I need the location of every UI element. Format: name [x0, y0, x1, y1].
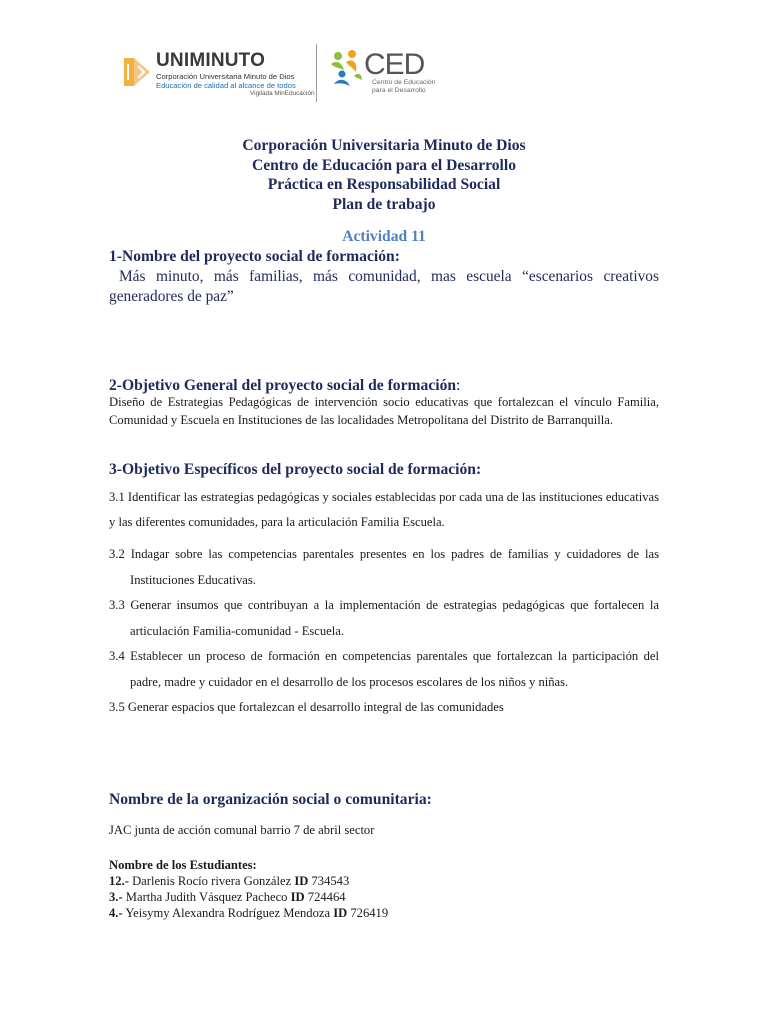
student-id-label: ID: [294, 874, 309, 888]
student-name: Martha Judith Vásquez Pacheco: [122, 890, 291, 904]
section2-heading-line: [109, 376, 659, 395]
section-organization: [109, 790, 659, 838]
specific-objective-item: 3.4 Establecer un proceso de formación en competencias parentales que fortalezcan la participación del padre, madre y cuidador en el desarrollo de los procesos escolares de los niños y niñas.: [109, 649, 659, 689]
uniminuto-tagline-2: Educación de calidad al alcance de todos: [156, 81, 296, 90]
specific-objective-item: 3.5 Generar espacios que fortalezcan el desarrollo integral de las comunidades: [109, 700, 504, 714]
student-item: [109, 889, 659, 905]
section2-colon: :: [456, 377, 461, 394]
ced-logo: [328, 48, 438, 100]
ced-people-icon: [328, 48, 368, 90]
section-project-name: [109, 247, 659, 306]
student-id: 726419: [347, 906, 389, 920]
student-id: 734543: [308, 874, 350, 888]
student-id-label: ID: [290, 890, 305, 904]
students-heading: Nombre de los Estudiantes:: [109, 858, 257, 872]
document-header: [0, 136, 768, 214]
student-name: Yeisymy Alexandra Rodríguez Mendoza: [122, 906, 334, 920]
section2-heading: 2-Objetivo General del proyecto social de formación: [109, 377, 457, 394]
student-id-label: ID: [333, 906, 348, 920]
specific-objective-item: 3.2 Indagar sobre las competencias parentales presentes en los padres de familias y cuidadores de las Instituciones Educativas.: [109, 547, 659, 587]
student-item: [109, 905, 659, 921]
header-university: Corporación Universitaria Minuto de Dios: [242, 137, 526, 154]
student-number: 12.-: [109, 874, 129, 888]
uniminuto-tagline-3: Vigilada MinEducación: [250, 90, 315, 97]
specific-objective-item: 3.3 Generar insumos que contribuyan a la implementación de estrategias pedagógicas que fortalecen la articulación Familia-comunidad - Escuela.: [109, 598, 659, 638]
header-logos: [120, 44, 440, 102]
student-number: 4.-: [109, 906, 123, 920]
student-id: 724464: [304, 890, 346, 904]
logo-divider: [316, 44, 317, 102]
project-name-text: Más minuto, más familias, más comunidad, mas escuela “escenarios creativos generadores de paz”: [109, 268, 659, 305]
organization-text: JAC junta de acción comunal barrio 7 de abril sector: [109, 823, 375, 837]
specific-objective-item: 3.1 Identificar las estrategias pedagógicas y sociales establecidas por cada una de las instituciones educativas y las diferentes comunidades, para la articulación Familia Escuela.: [109, 490, 659, 529]
header-center: Centro de Educación para el Desarrollo: [251, 156, 517, 174]
student-number: 3.-: [109, 890, 123, 904]
section-students: [109, 857, 659, 921]
uniminuto-logo: [120, 50, 315, 100]
section-general-objective: [109, 376, 659, 429]
activity-title: Actividad 11: [342, 228, 426, 245]
header-practice: Práctica en Responsabilidad Social: [267, 176, 501, 193]
section-specific-objectives: [109, 460, 659, 721]
header-plan: Plan de trabajo: [332, 195, 436, 213]
uniminuto-name: UNIMINUTO: [156, 50, 266, 71]
section3-heading: 3-Objetivo Específicos del proyecto social de formación:: [109, 461, 482, 478]
general-objective-text: Diseño de Estrategias Pedagógicas de intervención socio educativas que fortalezcan el vínculo Familia, Comunidad y Escuela en Instituciones de las localidades Metropolitana del Distrito de Barranquilla.: [109, 395, 659, 427]
uniminuto-tagline-1: Corporación Universitaria Minuto de Dios: [156, 72, 295, 81]
student-name: Darlenis Rocío rivera González: [128, 874, 295, 888]
section1-heading: 1-Nombre del proyecto social de formación:: [109, 248, 400, 265]
ced-name: CED: [364, 48, 425, 81]
student-item: [109, 873, 659, 889]
organization-heading: Nombre de la organización social o comunitaria:: [109, 791, 432, 808]
uniminuto-emblem-icon: [120, 54, 154, 90]
ced-subtitle: Centro de Educación para el Desarrollo: [372, 79, 436, 94]
